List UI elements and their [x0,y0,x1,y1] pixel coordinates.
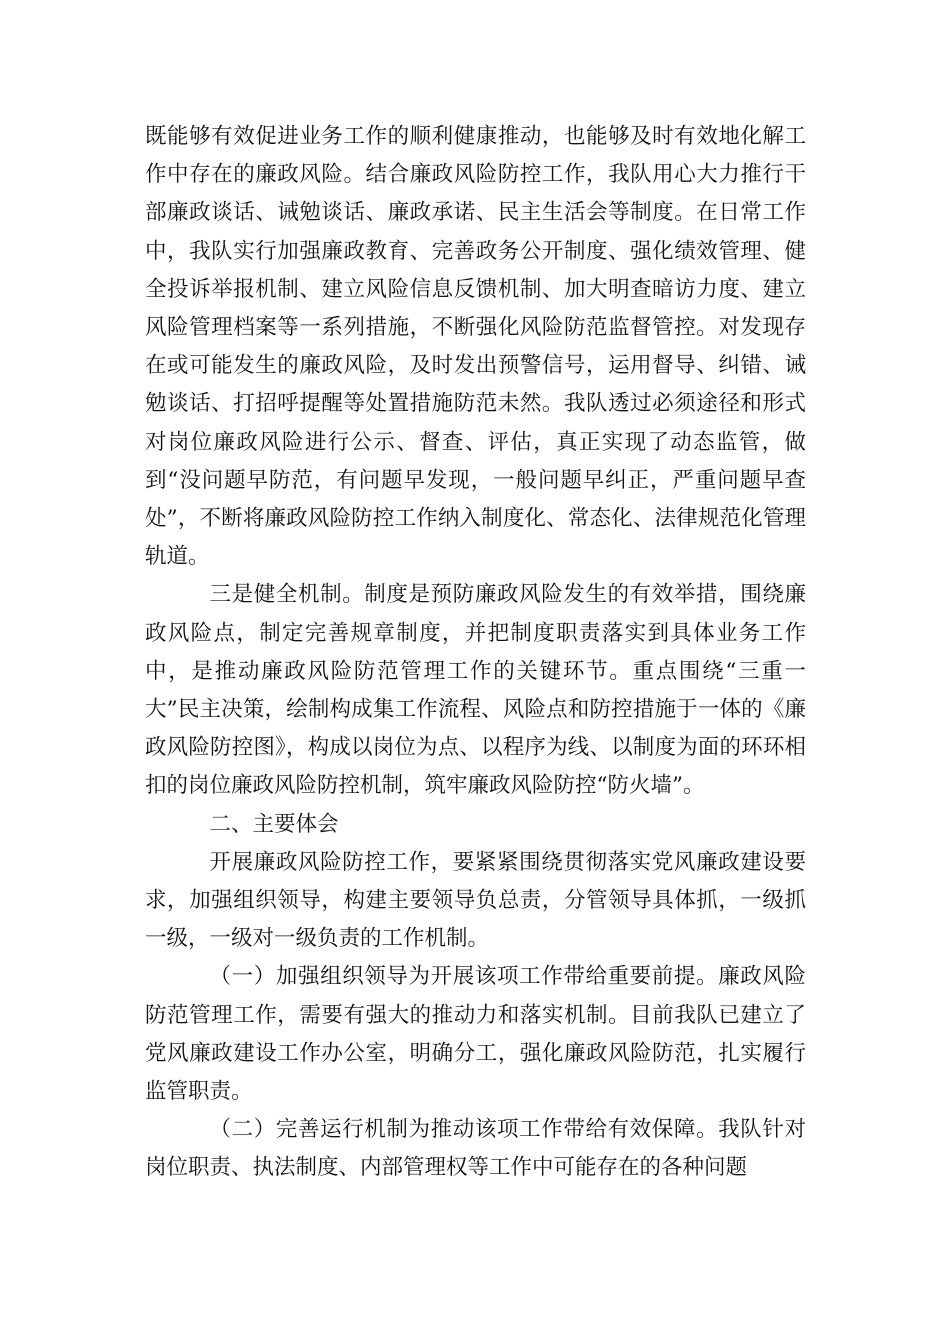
document-body [145,118,806,1188]
paragraph-point-two: （二）完善运行机制为推动该项工作带给有效保障。我队针对岗位职责、执法制度、内部管理权等工作中可能存在的各种问题 [145,1117,806,1181]
paragraph-measures: 既能够有效促进业务工作的顺利健康推动，也能够及时有效地化解工作中存在的廉政风险。结合廉政风险防控工作，我队用心大力推行干部廉政谈话、诫勉谈话、廉政承诺、民主生活会等制度。在日常工作中，我队实行加强廉政教育、完善政务公开制度、强化绩效管理、健全投诉举报机制、建立风险信息反馈机制、加大明查暗访力度、建立风险管理档案等一系列措施，不断强化风险防范监督管控。对发现存在或可能发生的廉政风险，及时发出预警信号，运用督导、纠错、诫勉谈话、打招呼提醒等处置措施防范未然。我队透过必须途径和形式对岗位廉政风险进行公示、督查、评估，真正实现了动态监管，做到“没问题早防范，有问题早发现，一般问题早纠正，严重问题早查处”，不断将廉政风险防控工作纳入制度化、常态化、法律规范化管理轨道。 [145,124,806,570]
section-heading: 二、主要体会 [209,811,339,837]
paragraph-point-one: （一）加强组织领导为开展该项工作带给重要前提。廉政风险防范管理工作，需要有强大的推动力和落实机制。目前我队已建立了党风廉政建设工作办公室，明确分工，强化廉政风险防范，扎实履行监管职责。 [145,964,806,1105]
paragraph-summary: 开展廉政风险防控工作，要紧紧围绕贯彻落实党风廉政建设要求，加强组织领导，构建主要领导负总责，分管领导具体抓，一级抓一级，一级对一级负责的工作机制。 [145,849,806,952]
paragraph-mechanism: 三是健全机制。制度是预防廉政风险发生的有效举措，围绕廉政风险点，制定完善规章制度，并把制度职责落实到具体业务工作中，是推动廉政风险防范管理工作的关键环节。重点围绕“三重一大”民主决策，绘制构成集工作流程、风险点和防控措施于一体的《廉政风险防控图》，构成以岗位为点、以程序为线、以制度为面的环环相扣的岗位廉政风险防控机制，筑牢廉政风险防控“防火墙”。 [145,582,806,799]
